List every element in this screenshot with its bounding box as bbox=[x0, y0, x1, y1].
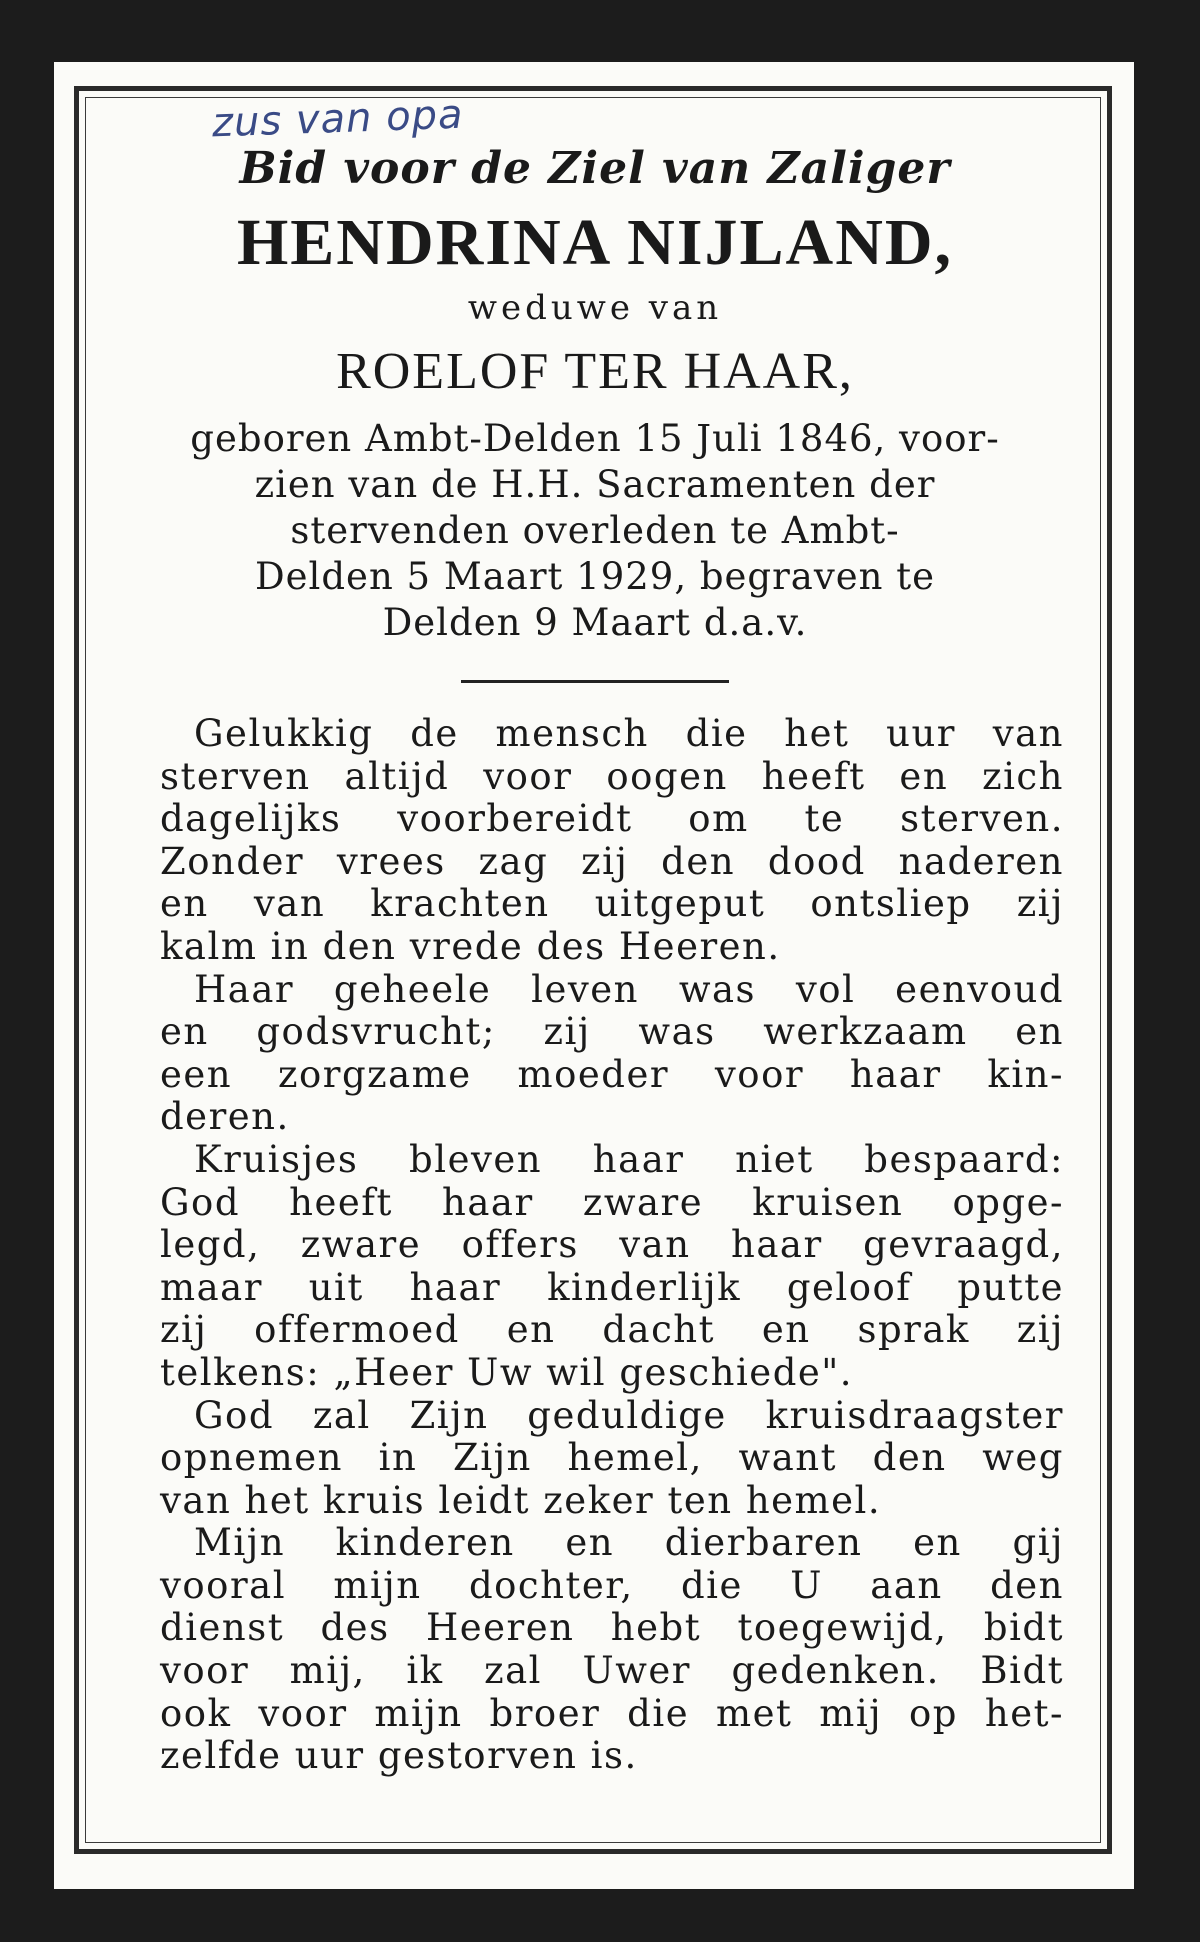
text-line: deren. bbox=[160, 1095, 290, 1139]
memorial-paragraph bbox=[126, 1139, 1064, 1395]
text-line: ook voor mijn broer die met mij op het- bbox=[160, 1691, 1064, 1735]
text-line: zelfde uur gestorven is. bbox=[160, 1734, 638, 1778]
biography-block bbox=[120, 416, 1070, 646]
text-line: God heeft haar zware kruisen opge- bbox=[160, 1180, 1064, 1224]
bio-line: geboren Ambt-Delden 15 Juli 1846, voor- bbox=[190, 417, 1000, 460]
text-line: en van krachten uitgeput ontsliep zij bbox=[160, 882, 1064, 926]
memorial-paragraph bbox=[126, 1395, 1064, 1523]
section-divider bbox=[461, 680, 729, 683]
card-content bbox=[120, 140, 1070, 1778]
memorial-paragraph bbox=[126, 969, 1064, 1139]
husband-name: ROELOF TER HAAR, bbox=[336, 343, 854, 400]
text-line: dagelijks voorbereidt om te sterven. bbox=[160, 797, 1064, 841]
bio-line: Delden 9 Maart d.a.v. bbox=[382, 601, 808, 644]
text-line: sterven altijd voor oogen heeft en zich bbox=[160, 754, 1064, 798]
text-line: voor mij, ik zal Uwer gedenken. Bidt bbox=[160, 1649, 1064, 1693]
text-line: en godsvrucht; zij was werkzaam en bbox=[160, 1010, 1064, 1054]
text-line: Gelukkig de mensch die het uur van bbox=[194, 712, 1064, 755]
memorial-paragraph bbox=[126, 713, 1064, 969]
text-line: zij offermoed en dacht en sprak zij bbox=[160, 1308, 1064, 1352]
deceased-name: HENDRINA NIJLAND, bbox=[236, 206, 954, 279]
handwritten-note: zus van opa bbox=[211, 91, 465, 147]
text-line: legd, zware offers van haar gevraagd, bbox=[160, 1223, 1064, 1267]
text-line: maar uit haar kinderlijk geloof putte bbox=[160, 1265, 1064, 1309]
bio-line: zien van de H.H. Sacramenten der bbox=[254, 463, 936, 506]
invocation-heading: Bid voor de Ziel van Zaliger bbox=[239, 143, 951, 194]
text-line: telkens: „Heer Uw wil geschiede". bbox=[160, 1350, 854, 1394]
text-line: kalm in den vrede des Heeren. bbox=[160, 924, 781, 968]
memorial-text bbox=[120, 713, 1070, 1778]
text-line: God zal Zijn geduldige kruisdraagster bbox=[194, 1393, 1064, 1437]
text-line: Mijn kinderen en dierbaren en gij bbox=[194, 1521, 1064, 1565]
text-line: Haar geheele leven was vol eenvoud bbox=[194, 967, 1064, 1011]
text-line: een zorgzame moeder voor haar kin- bbox=[160, 1052, 1064, 1096]
text-line: vooral mijn dochter, die U aan den bbox=[160, 1563, 1064, 1607]
bio-line: Delden 5 Maart 1929, begraven te bbox=[254, 555, 936, 598]
text-line: Zonder vrees zag zij den dood naderen bbox=[160, 839, 1064, 883]
text-line: van het kruis leidt zeker ten hemel. bbox=[160, 1478, 882, 1522]
text-line: dienst des Heeren hebt toegewijd, bidt bbox=[160, 1606, 1064, 1650]
widow-of-label: weduwe van bbox=[467, 288, 723, 328]
memorial-paragraph bbox=[126, 1522, 1064, 1778]
text-line: Kruisjes bleven haar niet bespaard: bbox=[194, 1137, 1064, 1181]
text-line: opnemen in Zijn hemel, want den weg bbox=[160, 1436, 1064, 1480]
bio-line: stervenden overleden te Ambt- bbox=[290, 509, 900, 552]
